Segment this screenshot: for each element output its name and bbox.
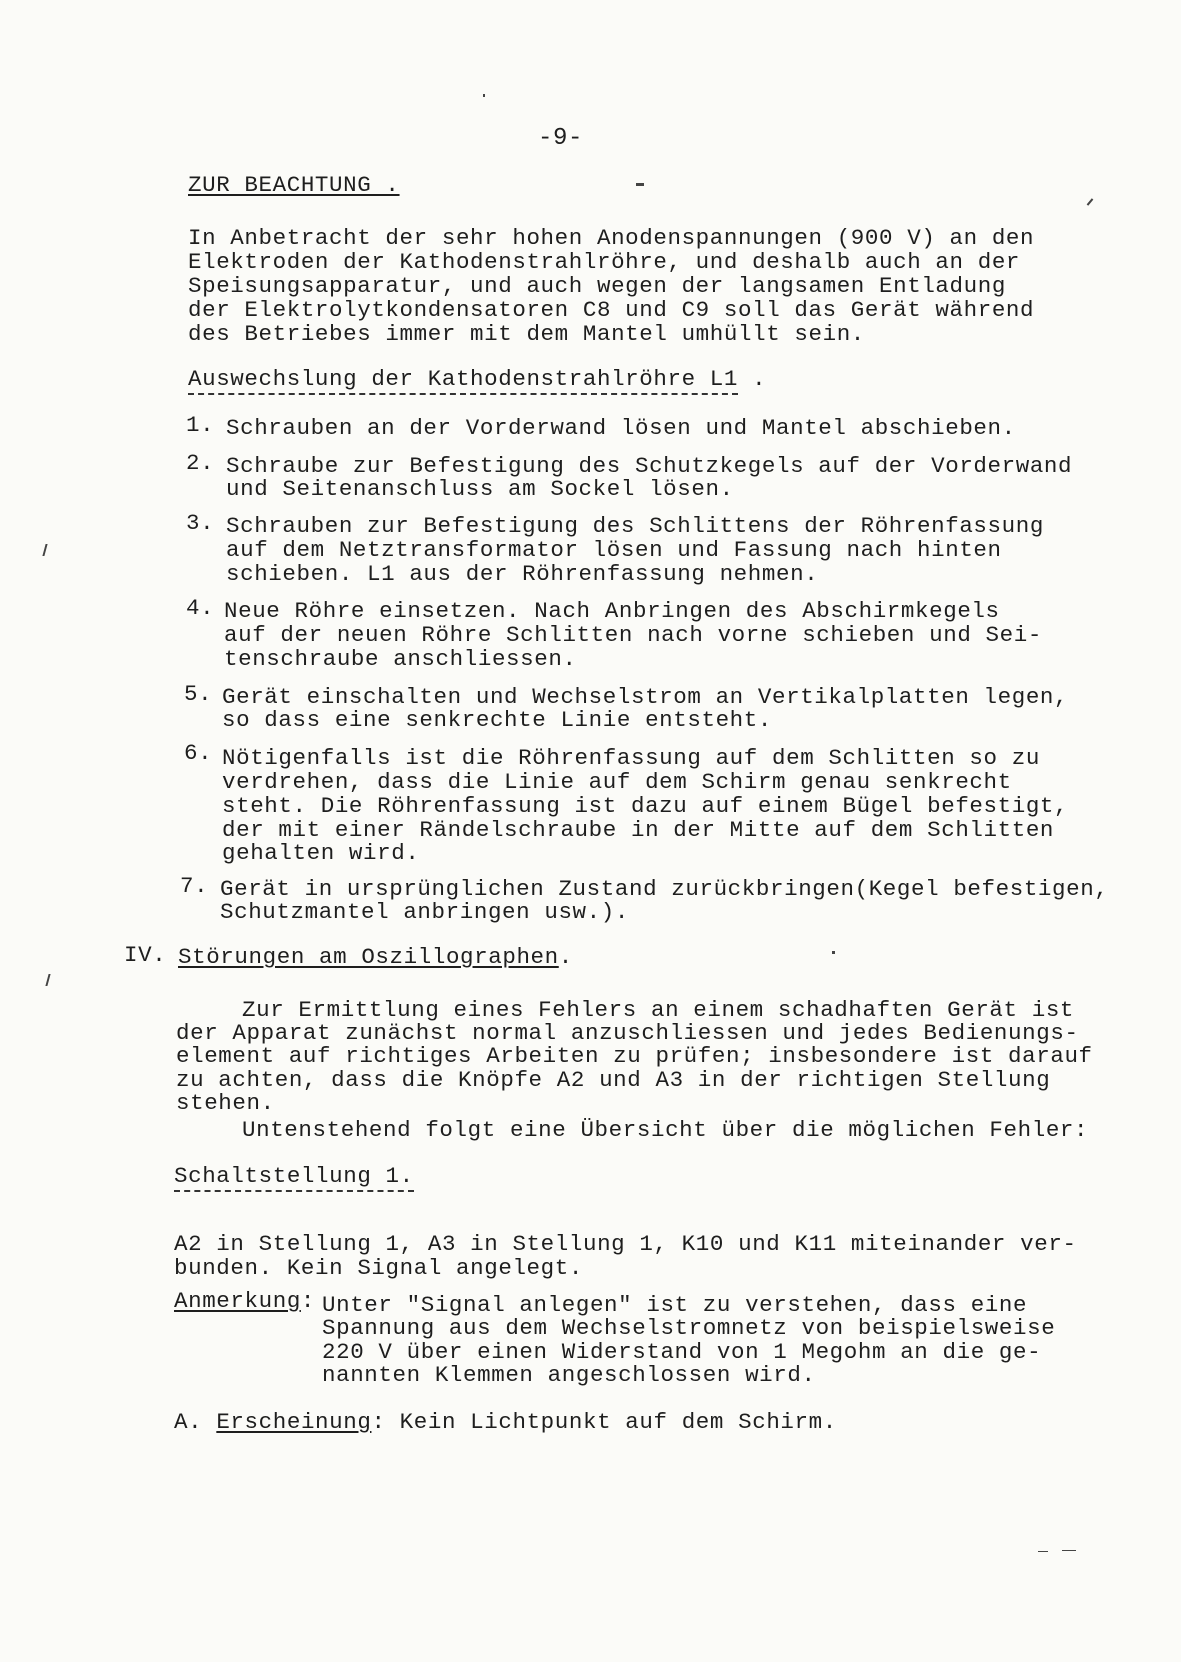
text-line: Unter "Signal anlegen" ist zu verstehen, dass eine <box>322 1292 1028 1318</box>
text-line: stehen. <box>176 1090 275 1116</box>
scan-speck <box>45 974 50 986</box>
scan-speck <box>1038 1551 1048 1552</box>
section-iv-heading <box>178 945 573 969</box>
scan-speck <box>483 94 485 97</box>
step-number: 2. <box>186 450 215 476</box>
step-line: Schrauben an der Vorderwand lösen und Mantel abschieben. <box>226 415 1016 441</box>
schaltstellung-heading-text: Schaltstellung 1. <box>174 1163 414 1192</box>
step-line: so dass eine senkrechte Linie entsteht. <box>222 707 772 733</box>
step-line: Schrauben zur Befestigung des Schlittens der Röhrenfassung <box>226 513 1044 539</box>
replacement-heading-suffix: . <box>738 366 767 392</box>
text-line: 220 V über einen Widerstand von 1 Megohm an die ge- <box>322 1339 1042 1365</box>
step-line: der mit einer Rändelschraube in der Mitte auf dem Schlitten <box>222 817 1055 843</box>
step-line: auf der neuen Röhre Schlitten nach vorne schieben und Sei- <box>224 622 1042 648</box>
text-line: Elektroden der Kathodenstrahlröhre, und deshalb auch an der <box>188 249 1021 275</box>
text-line: Spannung aus dem Wechselstromnetz von beispielsweise <box>322 1315 1056 1341</box>
scan-speck <box>636 183 644 186</box>
scan-speck <box>42 544 47 556</box>
step-line: Neue Röhre einsetzen. Nach Anbringen des Abschirmkegels <box>224 598 1000 624</box>
text-line: A2 in Stellung 1, A3 in Stellung 1, K10 und K11 miteinander ver- <box>174 1231 1077 1257</box>
step-number: 3. <box>186 510 215 536</box>
note-label-text: Anmerkung <box>174 1288 301 1314</box>
item-letter: A. <box>174 1409 203 1435</box>
scan-speck <box>1062 1550 1076 1551</box>
text-line: In Anbetracht der sehr hohen Anodenspannungen (900 V) an den <box>188 225 1035 251</box>
step-line: Gerät einschalten und Wechselstrom an Vertikalplatten legen, <box>222 684 1069 710</box>
step-number: 5. <box>184 681 213 707</box>
text-line: zu achten, dass die Knöpfe A2 und A3 in der richtigen Stellung <box>176 1067 1051 1093</box>
text-line: Speisungsapparatur, und auch wegen der langsamen Entladung <box>188 273 1006 299</box>
note-label-colon: : <box>300 1288 316 1314</box>
step-line: und Seitenanschluss am Sockel lösen. <box>226 476 734 502</box>
text-line: Untenstehend folgt eine Übersicht über die möglichen Fehler: <box>242 1117 1089 1143</box>
schaltstellung-heading <box>174 1164 414 1188</box>
section-numeral: IV. <box>124 942 167 968</box>
scan-speck <box>832 951 835 954</box>
replacement-heading-text: Auswechslung der Kathodenstrahlröhre L1 <box>188 366 738 395</box>
text-line: der Elektrolytkondensatoren C8 und C9 soll das Gerät während <box>188 297 1035 323</box>
text-line: element auf richtiges Arbeiten zu prüfen; insbesondere ist darauf <box>176 1043 1093 1069</box>
section-iv-heading-text: Störungen am Oszillographen <box>178 944 559 970</box>
step-number: 7. <box>180 873 209 899</box>
step-line: steht. Die Röhrenfassung ist dazu auf einem Bügel befestigt, <box>222 793 1069 819</box>
step-number: 4. <box>186 595 215 621</box>
step-line: Schutzmantel anbringen usw.). <box>220 899 629 925</box>
step-line: schieben. L1 aus der Röhrenfassung nehmen. <box>226 561 819 587</box>
step-number: 6. <box>184 740 213 766</box>
note-label <box>174 1289 315 1313</box>
step-line: verdrehen, dass die Linie auf dem Schirm genau senkrecht <box>222 769 1012 795</box>
item-label: Erscheinung <box>216 1409 372 1435</box>
text-line: bunden. Kein Signal angelegt. <box>174 1255 583 1281</box>
text-line: des Betriebes immer mit dem Mantel umhüllt sein. <box>188 321 865 347</box>
text-line: der Apparat zunächst normal anzuschliessen und jedes Bedienungs- <box>176 1020 1079 1046</box>
item-a <box>174 1410 837 1434</box>
replacement-heading <box>188 367 766 391</box>
step-line: auf dem Netztransformator lösen und Fassung nach hinten <box>226 537 1002 563</box>
section-iv-heading-suffix: . <box>558 944 573 970</box>
step-line: Schraube zur Befestigung des Schutzkegels auf der Vorderwand <box>226 453 1073 479</box>
notice-heading: ZUR BEACHTUNG . <box>188 172 400 198</box>
page-number: -9- <box>538 125 584 152</box>
text-line: nannten Klemmen angeschlossen wird. <box>322 1362 816 1388</box>
step-line: gehalten wird. <box>222 840 420 866</box>
step-number: 1. <box>186 412 215 438</box>
item-text: : Kein Lichtpunkt auf dem Schirm. <box>371 1409 837 1435</box>
step-line: Nötigenfalls ist die Röhrenfassung auf dem Schlitten so zu <box>222 745 1040 771</box>
step-line: Gerät in ursprünglichen Zustand zurückbringen(Kegel befestigen, <box>220 876 1109 902</box>
text-line: Zur Ermittlung eines Fehlers an einem schadhaften Gerät ist <box>242 997 1075 1023</box>
scan-speck <box>1087 198 1094 205</box>
step-line: tenschraube anschliessen. <box>224 646 577 672</box>
